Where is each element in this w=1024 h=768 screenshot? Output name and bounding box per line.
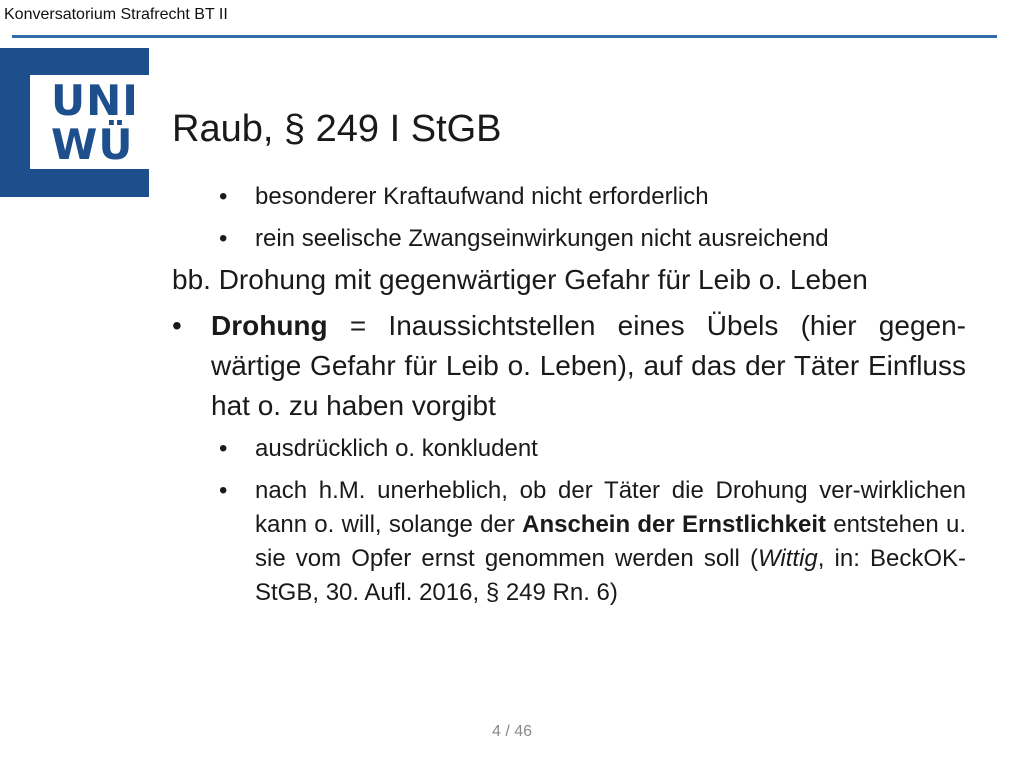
slide-title: Raub, § 249 I StGB [172,108,502,150]
section-heading: bb. Drohung mit gegenwärtiger Gefahr für Leib o. Leben [172,264,868,295]
list-item-text: besonderer Kraftaufwand nicht erforderlich [255,183,709,210]
page-number: 4 / 46 [491,723,533,740]
term-drohung: Drohung [211,310,328,341]
author-citation: Wittig [757,545,818,572]
list-item-text: nach h.M. unerheblich, ob der Täter die Drohung ver-wirklichen kann o. will, solange der [255,477,966,538]
bullet-icon: • [219,183,228,210]
list-item-text: , in: BeckOK-StGB, 30. Aufl. 2016, § 249 Rn. 6) [255,545,967,606]
header-divider [12,35,997,38]
list-item-text: entstehen u. sie vom Opfer ernst genommen werden soll ( [255,511,966,572]
term-definition: = Inaussichtstellen eines Übels (hier gegen-wärtige Gefahr für Leib o. Leben), auf das der Täter Einfluss hat o. zu haben vorgibt [211,310,966,421]
list-item [219,222,966,256]
list-item [219,180,966,214]
bullet-icon: • [219,225,228,252]
logo-text-line2: WÜ [51,120,134,169]
list-item-text: ausdrücklich o. konkludent [255,435,538,462]
list-item-text: rein seelische Zwangseinwirkungen nicht ausreichend [255,225,829,252]
header-title: Konversatorium Strafrecht BT II [4,6,228,23]
list-item [219,432,966,466]
list-item [219,474,967,610]
logo-text-line1: UNI [51,76,139,125]
bullet-icon: • [172,310,182,341]
slide-content [172,180,966,610]
bullet-icon: • [219,435,228,462]
bullet-icon: • [219,477,228,504]
emphasis-ernstlichkeit: Anschein der Ernstlichkeit [522,511,827,538]
main-bullet [172,306,966,426]
